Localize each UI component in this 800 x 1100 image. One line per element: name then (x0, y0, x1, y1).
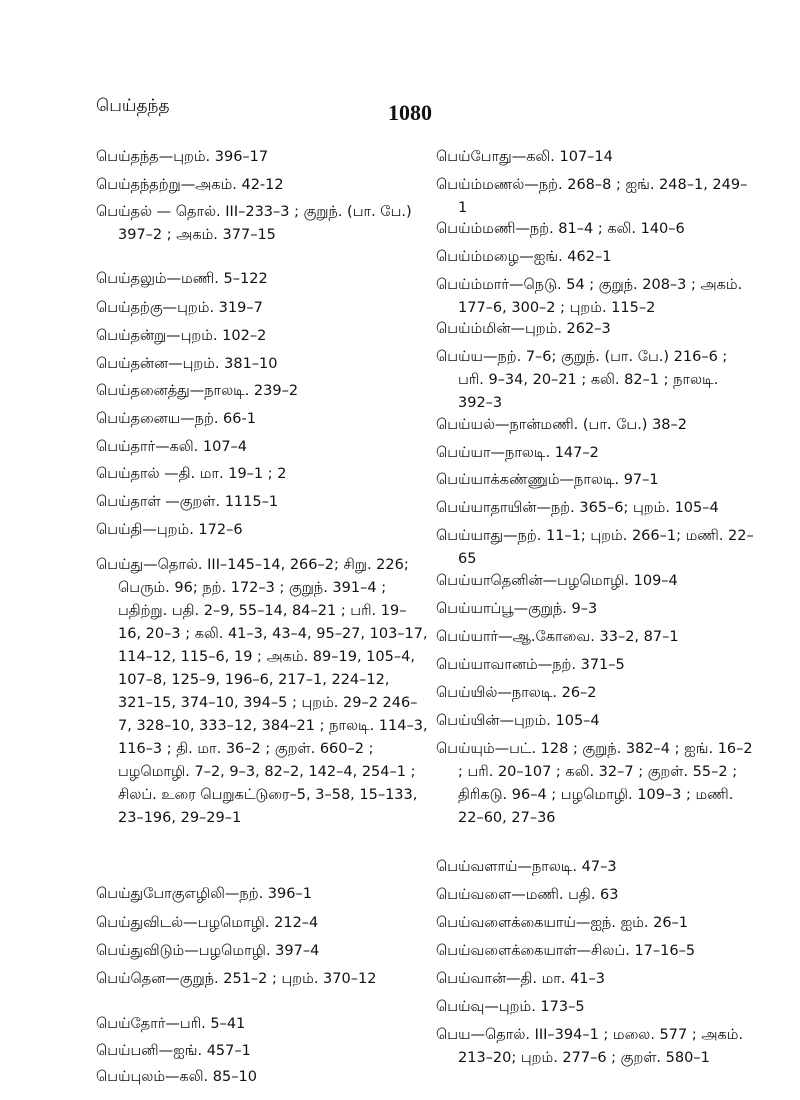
index-entry: பெய்து—தொல். III–145–14, 266–2; சிறு. 226; பெரும். 96; நற். 172–3 ; குறுந். 391–4 ; பதிற்று. பதி. 2–9, 55–14, 84–21 ; பரி. 19–16, 20–3 ; கலி. 41–3, 43–4, 95–27, 103–17, 114–12, 115–6, 19 ; அகம். 89–19, 105–4, 107–8, 125–9, 196–6, 217–1, 224–12, 321–15, 374–10, 394–5 ; புறம். 29–2 246–7, 328–10, 333–12, 384–21 ; நாலடி. 114–3, 116–3 ; தி. மா. 36–2 ; குறள். 660–2 ; பழமொழி. 7–2, 9–3, 82–2, 142–4, 254–1 ; சிலப். உரை பெறுகட்டுரை–5, 3–58, 15–133, 23–196, 29–29–1 (96, 557, 428, 826)
index-entry: பெய்யாது—நற். 11–1; புறம். 266–1; மணி. 22–65 (436, 528, 754, 567)
running-head: பெய்தந்த (96, 96, 170, 116)
index-entry: பெய—தொல். III–394–1 ; மலை. 577 ; அகம். 213–20; புறம். 277–6 ; குறள். 580–1 (436, 1027, 743, 1066)
index-entry: பெய்தால் —தி. மா. 19–1 ; 2 (96, 466, 287, 482)
index-entry: பெய்தந்தற்று—அகம். 42-12 (96, 177, 284, 193)
index-entry: பெய்துவிடும்—பழமொழி. 397–4 (96, 943, 320, 959)
index-entry: பெய்யாப்பூ—குறுந். 9–3 (436, 601, 598, 617)
index-entry: பெய்புலம்—கலி. 85–10 (96, 1069, 257, 1085)
index-entry: பெய்தார்—கலி. 107–4 (96, 439, 248, 455)
index-entry: பெய்தென—குறுந். 251–2 ; புறம். 370–12 (96, 971, 377, 987)
index-entry: பெய்தனைத்து—நாலடி. 239–2 (96, 383, 299, 399)
index-entry: பெய்ம்மணி—நற். 81–4 ; கலி. 140–6 (436, 221, 685, 237)
index-entry: பெய்வான்—தி. மா. 41–3 (436, 971, 606, 987)
index-entry: பெய்தி—புறம். 172–6 (96, 522, 243, 538)
index-entry: பெய்தல் — தொல். III–233–3 ; குறுந். (பா. பே.) 397–2 ; அகம். 377–15 (96, 204, 412, 243)
index-entry: பெய்யின்—புறம். 105–4 (436, 713, 600, 729)
index-entry: பெய்வளாய்—நாலடி. 47–3 (436, 859, 617, 875)
index-entry: பெய்வு—புறம். 173–5 (436, 999, 585, 1015)
index-entry: பெய்ம்மழை—ஐங். 462–1 (436, 249, 612, 265)
index-entry: பெய்வளை—மணி. பதி. 63 (436, 887, 619, 903)
index-entry: பெய்தன்று—புறம். 102–2 (96, 328, 267, 344)
index-entry: பெய்ய—நற். 7–6; குறுந். (பா. பே.) 216–6 ; பரி. 9–34, 20–21 ; கலி. 82–1 ; நாலடி. 392–3 (436, 349, 728, 411)
index-entry: பெய்போது—கலி. 107–14 (436, 149, 613, 165)
index-entry: பெய்துவிடல்—பழமொழி. 212–4 (96, 915, 319, 931)
index-entry: பெய்ம்மின்—புறம். 262–3 (436, 321, 611, 337)
index-entry: பெய்தனைய—நற். 66-1 (96, 411, 256, 427)
index-entry: பெய்தன்ன—புறம். 381–10 (96, 356, 278, 372)
index-entry: பெய்யில்—நாலடி. 26–2 (436, 685, 597, 701)
index-entry: பெய்தோர்—பரி. 5–41 (96, 1016, 246, 1032)
index-entry: பெய்பனி—ஐங். 457–1 (96, 1043, 251, 1059)
index-entry: பெய்யும்—பட். 128 ; குறுந். 382–4 ; ஐங். 16–2 ; பரி. 20–107 ; கலி. 32–7 ; குறள். 55–2 ; திரிகடு. 96–4 ; பழமொழி. 109–3 ; மணி. 22–60, 27–36 (436, 741, 753, 826)
index-entry: பெய்யா—நாலடி. 147–2 (436, 445, 599, 461)
index-entry: பெய்யாதெனின்—பழமொழி. 109–4 (436, 573, 678, 589)
index-entry: பெய்தந்த—புறம். 396–17 (96, 149, 269, 165)
index-entry: பெய்வளைக்கையாய்—ஐந். ஐம். 26–1 (436, 915, 689, 931)
index-entry: பெய்துபோகுஎழிலி—நற். 396–1 (96, 886, 312, 902)
index-entry: பெய்யாவானம்—நற். 371–5 (436, 657, 625, 673)
index-entry: பெய்தற்கு—புறம். 319–7 (96, 300, 263, 316)
index-entry: பெய்யாதாயின்—நற். 365–6; புறம். 105–4 (436, 500, 719, 516)
index-entry: பெய்யல்—நான்மணி. (பா. பே.) 38–2 (436, 417, 687, 433)
index-entry: பெய்தாள் —குறள். 1115–1 (96, 494, 279, 510)
index-entry: பெய்தலும்—மணி. 5–122 (96, 271, 268, 287)
index-entry: பெய்யார்—ஆ.கோவை. 33–2, 87–1 (436, 629, 679, 645)
page-number: 1080 (388, 100, 432, 125)
index-entry: பெய்ம்மணல்—நற். 268–8 ; ஐங். 248–1, 249–1 (436, 177, 748, 216)
index-entry: பெய்ம்மார்—நெடு. 54 ; குறுந். 208–3 ; அகம். 177–6, 300–2 ; புறம். 115–2 (436, 277, 743, 316)
index-entry: பெய்வளைக்கையாள்—சிலப். 17–16–5 (436, 943, 696, 959)
index-entry: பெய்யாக்கண்ணும்—நாலடி. 97–1 (436, 472, 659, 488)
